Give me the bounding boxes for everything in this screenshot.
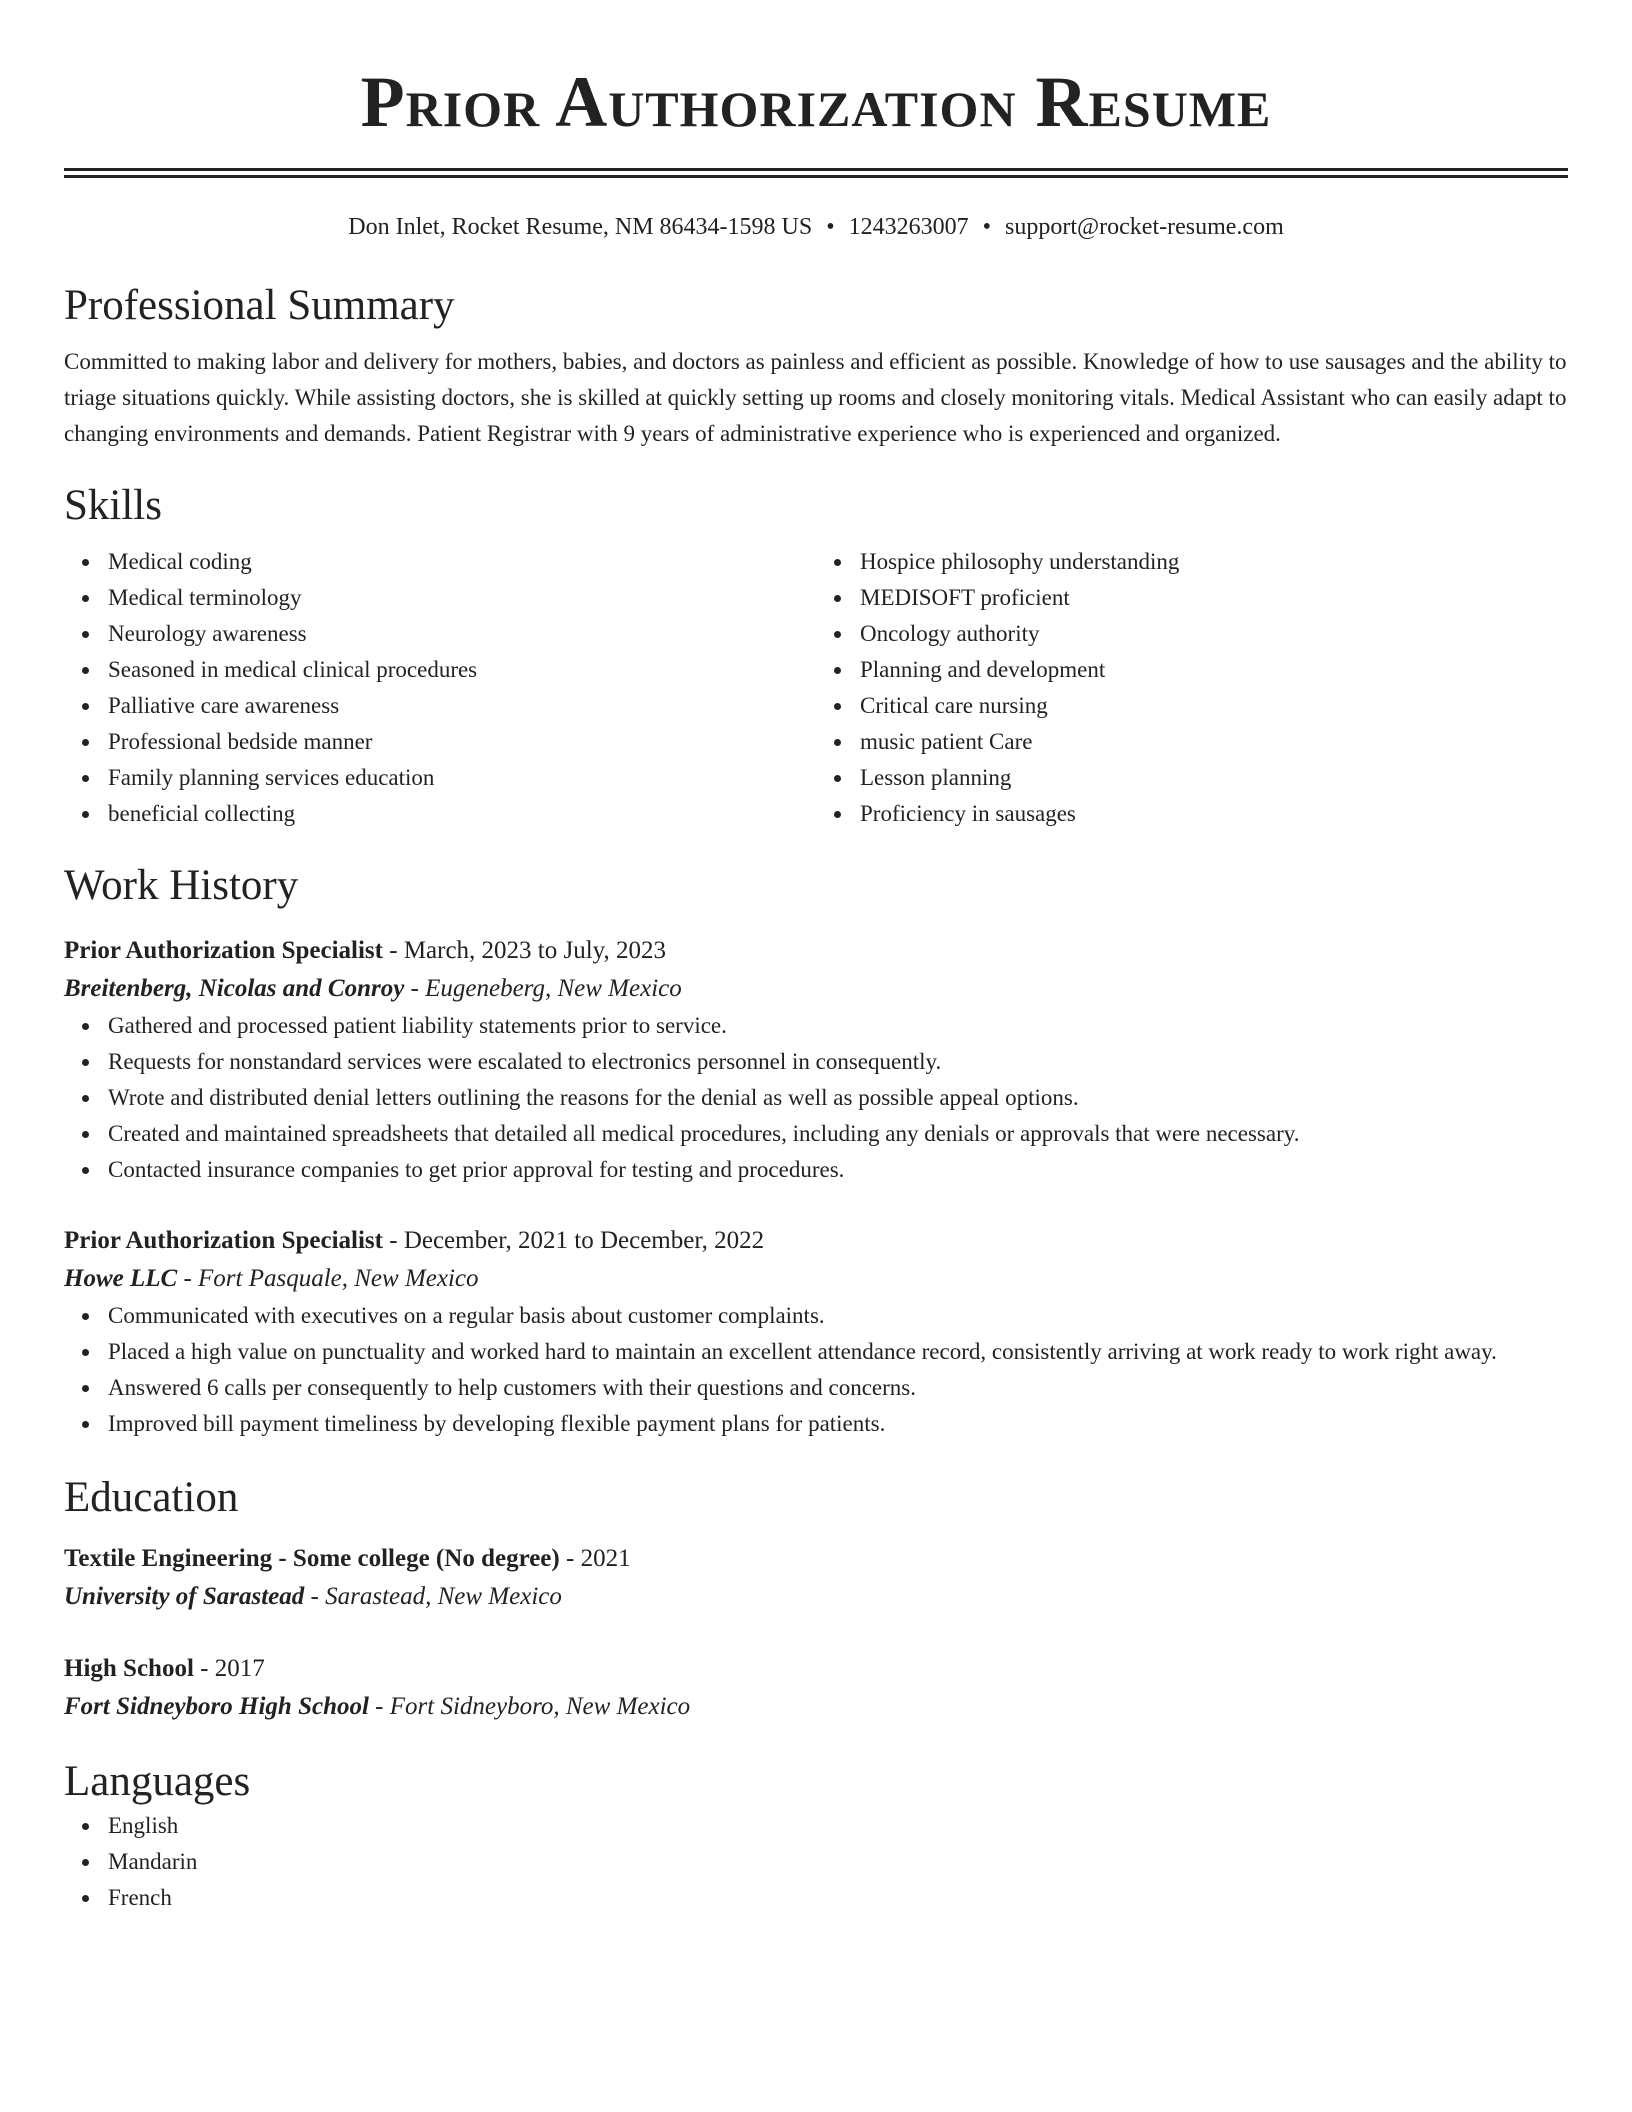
skill-item: Lesson planning <box>860 760 1568 796</box>
education-year: 2017 <box>214 1655 265 1682</box>
job-duty: Improved bill payment timeliness by developing flexible payment plans for patients. <box>108 1406 1568 1442</box>
language-item: English <box>108 1808 1568 1844</box>
language-item: French <box>108 1880 1568 1916</box>
education-entry <box>64 1540 1568 1616</box>
dash-separator: - <box>404 975 426 1002</box>
dash-separator: - <box>559 1545 581 1572</box>
skill-item: Proficiency in sausages <box>860 796 1568 832</box>
skill-item: Professional bedside manner <box>108 724 816 760</box>
skill-item: Hospice philosophy understanding <box>860 544 1568 580</box>
contact-line <box>64 210 1568 244</box>
education-location: Sarastead, New Mexico <box>325 1583 562 1610</box>
job-location: Eugeneberg, New Mexico <box>425 975 682 1002</box>
dash-separator: - <box>177 1265 199 1292</box>
title-divider <box>64 168 1568 178</box>
education-degree: Textile Engineering - Some college (No degree) <box>64 1545 560 1572</box>
dash-separator: - <box>304 1583 326 1610</box>
job-company: Howe LLC <box>64 1265 178 1292</box>
skill-item: music patient Care <box>860 724 1568 760</box>
skill-item: MEDISOFT proficient <box>860 580 1568 616</box>
skill-item: Medical coding <box>108 544 816 580</box>
job-location: Fort Pasquale, New Mexico <box>198 1265 479 1292</box>
education-school: University of Sarastead <box>64 1583 305 1610</box>
education-degree: High School <box>64 1655 194 1682</box>
skill-item: Critical care nursing <box>860 688 1568 724</box>
skills-column-right <box>816 544 1568 832</box>
contact-separator: • <box>982 214 992 240</box>
job-title-line <box>64 1222 1568 1260</box>
skill-item: Seasoned in medical clinical procedures <box>108 652 816 688</box>
job-duty: Answered 6 calls per consequently to help customers with their questions and concerns. <box>108 1370 1568 1406</box>
dash-separator: - <box>368 1693 390 1720</box>
skill-item: Neurology awareness <box>108 616 816 652</box>
education-school: Fort Sidneyboro High School <box>64 1693 369 1720</box>
job-duty: Created and maintained spreadsheets that detailed all medical procedures, including any denials or approvals that were necessary. <box>108 1116 1568 1152</box>
skills-heading: Skills <box>64 482 162 529</box>
education-location: Fort Sidneyboro, New Mexico <box>389 1693 691 1720</box>
resume-title: Prior Authorization Resume <box>360 62 1272 142</box>
contact-separator: • <box>826 214 835 240</box>
job-duty: Wrote and distributed denial letters outlining the reasons for the denial as well as possible appeal options. <box>108 1080 1568 1116</box>
education-year: 2021 <box>580 1545 631 1572</box>
skill-item: Family planning services education <box>108 760 816 796</box>
skills-column-left <box>64 544 816 832</box>
job-duty: Placed a high value on punctuality and worked hard to maintain an excellent attendance record, consistently arriving at work ready to work right away. <box>108 1334 1568 1370</box>
skill-item: Oncology authority <box>860 616 1568 652</box>
job-entry <box>64 932 1568 1188</box>
skill-item: Planning and development <box>860 652 1568 688</box>
skill-item: Palliative care awareness <box>108 688 816 724</box>
education-school-line <box>64 1688 1568 1726</box>
job-dates: March, 2023 to July, 2023 <box>403 937 667 964</box>
languages-list <box>64 1808 1568 1916</box>
contact-address: Don Inlet, Rocket Resume, NM 86434-1598 US <box>348 214 813 240</box>
summary-text: Committed to making labor and delivery for mothers, babies, and doctors as painless and efficient as possible. Knowledge of how to use sausages and the ability to triage situations quickly. While assisting doctors, she is skilled at quickly setting up rooms and closely monitoring vitals. Medical Assistant who can easily adapt to changing environments and demands. Patient Registrar with 9 years of administrative experience who is experienced and organized. <box>64 349 1567 446</box>
job-company-line <box>64 1260 1568 1298</box>
education-degree-line <box>64 1650 1568 1688</box>
dash-separator: - <box>193 1655 215 1682</box>
job-duty: Contacted insurance companies to get prior approval for testing and procedures. <box>108 1152 1568 1188</box>
skills-grid <box>64 544 1568 832</box>
education-heading: Education <box>64 1474 239 1521</box>
languages-heading: Languages <box>64 1758 251 1805</box>
work-history-heading: Work History <box>64 862 299 909</box>
job-title: Prior Authorization Specialist <box>64 1227 383 1254</box>
job-title: Prior Authorization Specialist <box>64 937 383 964</box>
skills-list-left <box>64 544 816 832</box>
job-duties-list <box>64 1008 1568 1188</box>
job-title-line <box>64 932 1568 970</box>
job-duty: Requests for nonstandard services were escalated to electronics personnel in consequently. <box>108 1044 1568 1080</box>
contact-phone: 1243263007 <box>848 214 969 240</box>
skill-item: Medical terminology <box>108 580 816 616</box>
job-duties-list <box>64 1298 1568 1442</box>
contact-email: support@rocket-resume.com <box>1005 214 1284 240</box>
job-company: Breitenberg, Nicolas and Conroy <box>64 975 405 1002</box>
skills-list-right <box>816 544 1568 832</box>
job-company-line <box>64 970 1568 1008</box>
job-duty: Communicated with executives on a regular basis about customer complaints. <box>108 1298 1568 1334</box>
education-degree-line <box>64 1540 1568 1578</box>
education-entry <box>64 1650 1568 1726</box>
education-school-line <box>64 1578 1568 1616</box>
job-duty: Gathered and processed patient liability statements prior to service. <box>108 1008 1568 1044</box>
summary-heading: Professional Summary <box>64 282 455 329</box>
dash-separator: - <box>382 1227 404 1254</box>
job-dates: December, 2021 to December, 2022 <box>403 1227 765 1254</box>
language-item: Mandarin <box>108 1844 1568 1880</box>
skill-item: beneficial collecting <box>108 796 816 832</box>
dash-separator: - <box>382 937 404 964</box>
job-entry <box>64 1222 1568 1442</box>
